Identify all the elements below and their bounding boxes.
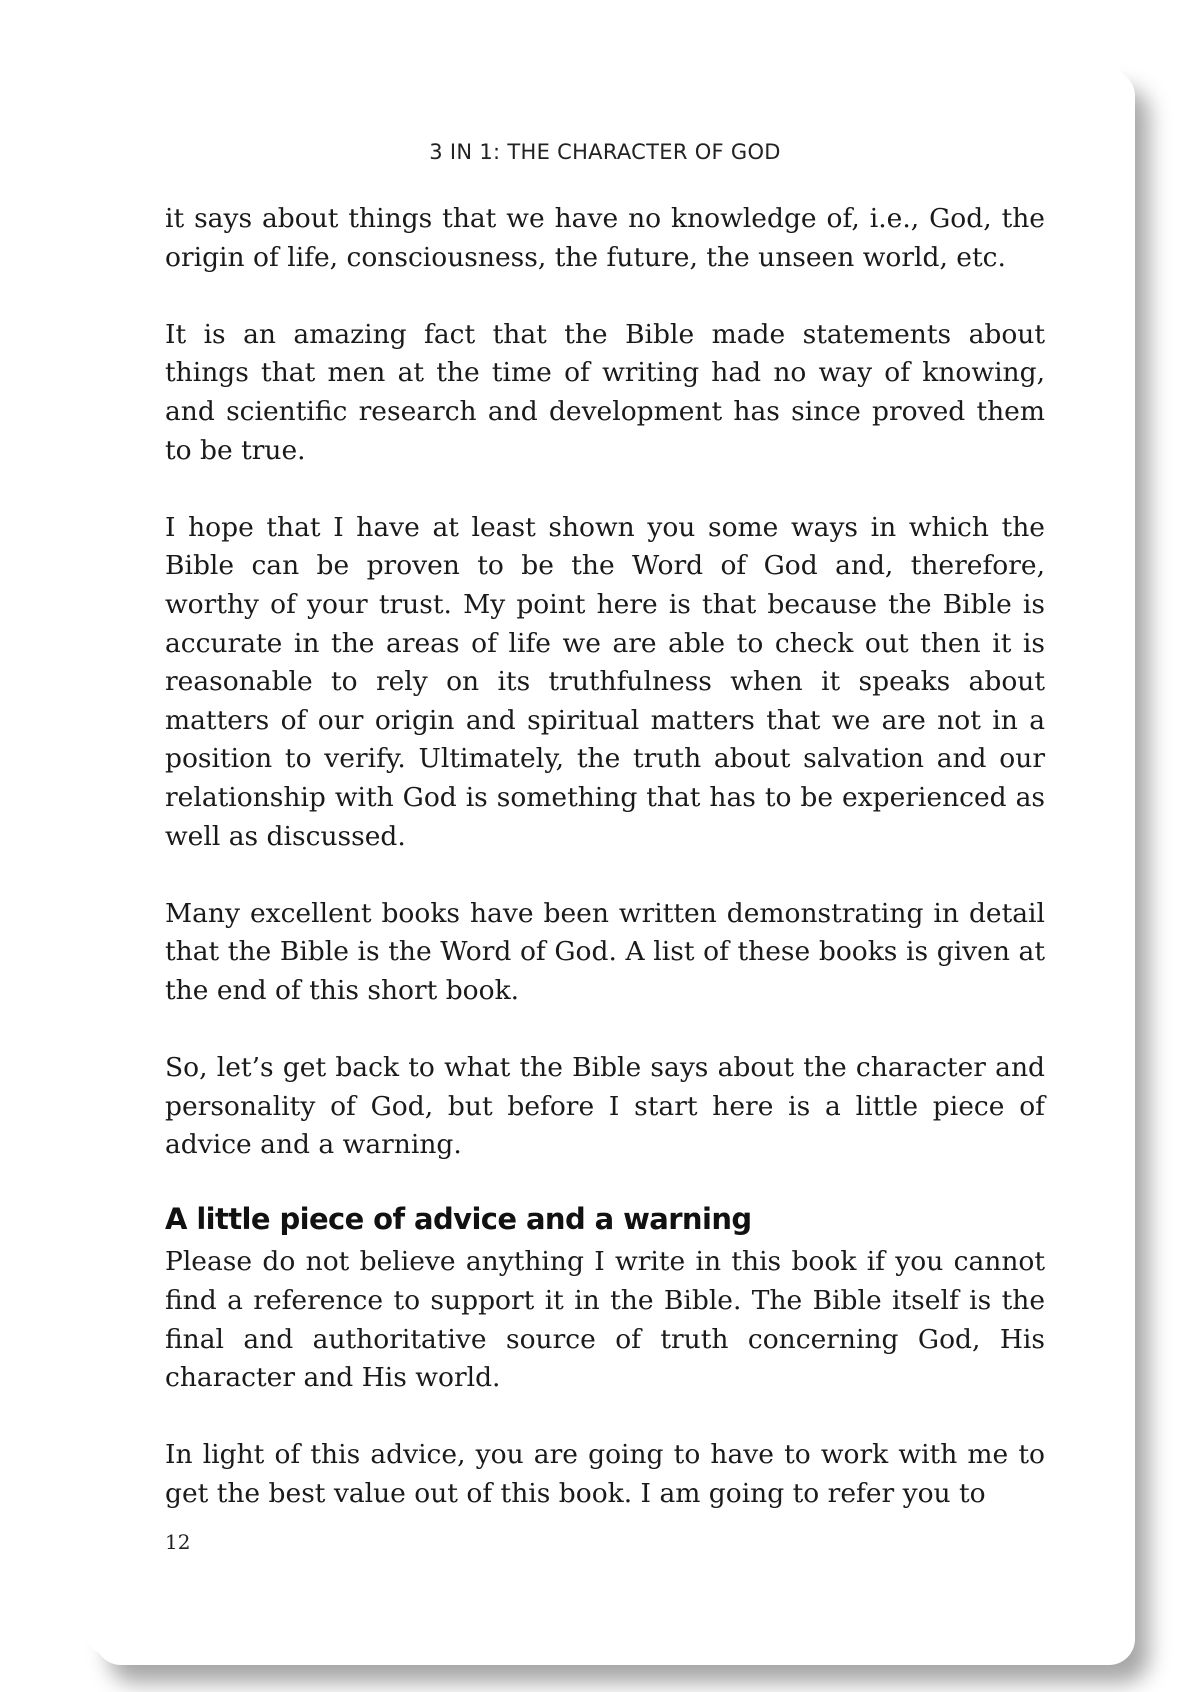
- book-page: [85, 60, 1125, 1655]
- paragraph: Please do not believe anything I write in this book if you cannot find a reference to support it in the Bible. The Bible itself is the final and authoritative source of truth concerning God, His character and His world.: [165, 1246, 1045, 1394]
- paragraph: So, let’s get back to what the Bible says about the character and personality of God, but before I start here is a little piece of advice and a warning.: [165, 1052, 1045, 1161]
- running-head: 3 IN 1: THE CHARACTER OF GOD: [429, 140, 781, 164]
- page-body: [165, 200, 1045, 1552]
- paragraph: It is an amazing fact that the Bible made statements about things that men at the time of writing had no way of knowing, and scientific research and development has since proved them to be true.: [165, 318, 1045, 466]
- section-heading: A little piece of advice and a warning: [165, 1202, 752, 1237]
- page-number: 12: [165, 1530, 191, 1554]
- paragraph: I hope that I have at least shown you some ways in which the Bible can be proven to be the Word of God and, therefore, worthy of your trust. My point here is that because the Bible is accurate in the areas of life we are able to check out then it is reasonable to rely on its truthfulness when it speaks about matters of our origin and spiritual matters that we are not in a position to verify. Ultimately, the truth about salvation and our relationship with God is something that has to be experienced as well as discussed.: [165, 511, 1045, 852]
- paragraph: it says about things that we have no knowledge of, i.e., God, the origin of life, consciousness, the future, the unseen world, etc.: [165, 203, 1045, 273]
- paragraph: Many excellent books have been written demonstrating in detail that the Bible is the Word of God. A list of these books is given at the end of this short book.: [165, 897, 1045, 1006]
- paragraph: In light of this advice, you are going to have to work with me to get the best value out of this book. I am going to refer you to: [165, 1439, 1045, 1509]
